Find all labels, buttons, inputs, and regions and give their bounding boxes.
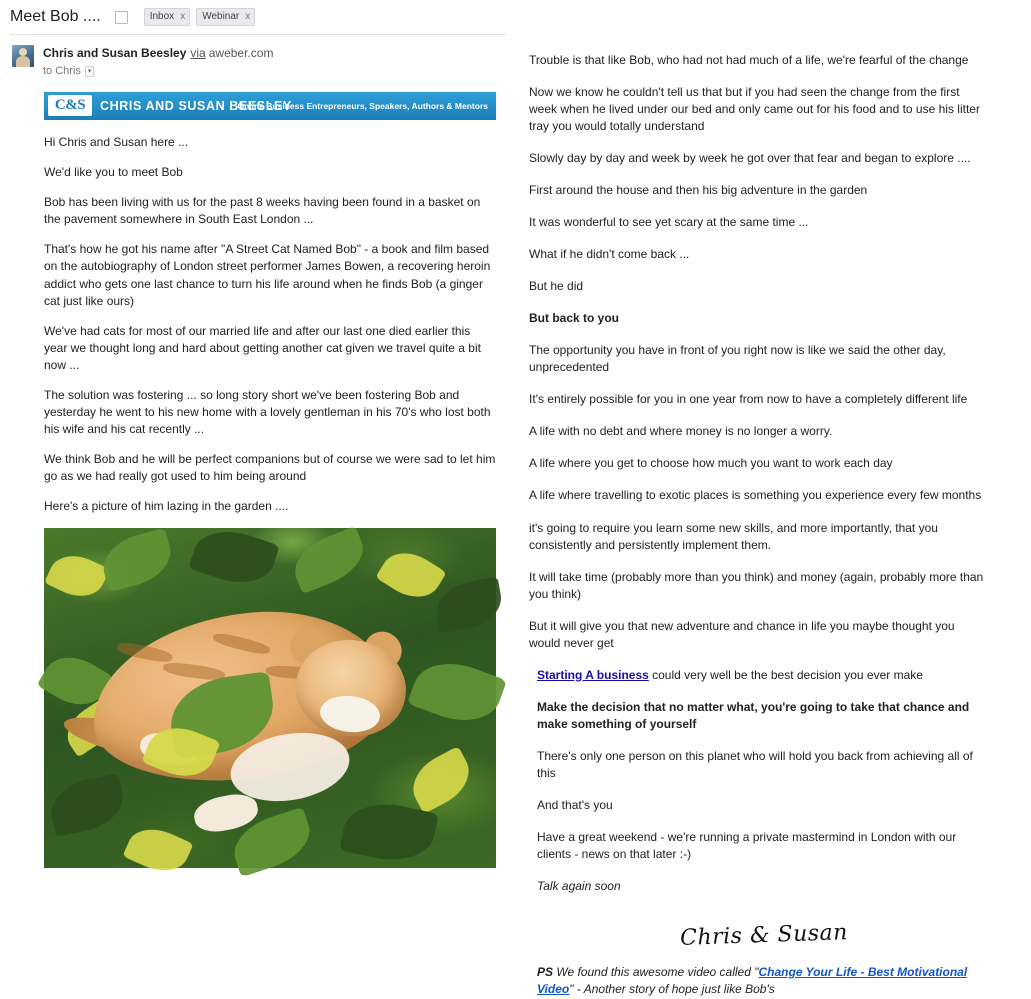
ps-after-text: " - Another story of hope just like Bob's [569,982,775,997]
brand-tagline: Online Business Entrepreneurs, Speakers, Authors & Mentors [237,101,488,112]
paragraph: The opportunity you have in front of you right now is like we said the other day, unprecedented [529,343,946,375]
subject-row [0,0,516,32]
sender-name: Chris and Susan Beesley [43,46,187,60]
paragraph: it's going to require you learn some new skills, and more importantly, that you consistently and persistently implement them. [529,520,938,552]
sender-meta [43,45,273,80]
close-icon[interactable]: x [180,11,186,22]
paragraph: We think Bob and he will be perfect companions but of course we were sad to let him go as we had really got used to him being around [44,451,496,483]
sender-domain: aweber.com [208,46,274,60]
newsletter-banner [44,92,496,120]
email-left-pane [0,0,516,779]
paragraph: What if he didn't come back ... [529,247,690,262]
paragraph: It was wonderful to see yet scary at the same time ... [529,215,809,230]
paragraph: There's only one person on this planet who will hold you back from achieving all of this [537,748,973,780]
paragraph: That's how he got his name after "A Street Cat Named Bob" - a book and film based on the autobiography of London street performer James Bowen, a recovering heroin addict who gets one last chance to turn his life around when he finds Bob (a ginger cat just like ours) [44,242,491,308]
paragraph: But it will give you that new adventure and chance in life you maybe thought you would never get [529,618,955,650]
brand-name: CHRIS AND SUSAN BEESLEY [100,99,292,114]
bold-callout: Make the decision that no matter what, you're going to take that chance and make something of yourself [537,699,970,731]
paragraph: But he did [529,279,584,294]
paragraph: We've had cats for most of our married life and after our last one died earlier this year we thought long and hard about getting another cat given we travel quite a bit now ... [44,323,481,372]
ps-label: PS [537,964,554,979]
fur-stripe [212,631,271,657]
paragraph: A life where travelling to exotic places is something you experience every few months [529,488,982,503]
signature-image: Chris & Susan [679,920,849,951]
brand-logo: C&S [48,95,92,116]
paragraph: The solution was fostering ... so long story short we've been fostering Bob and yesterday he went to his new home with a lovely gentleman in his 70's who lost both his wife and his cat recently ... [44,387,491,436]
paragraph: Have a great weekend - we're running a private mastermind in London with our clients - news on that later :-) [537,829,957,861]
section-heading: But back to you [529,311,620,326]
paragraph: Hi Chris and Susan here ... [44,135,189,150]
paragraph: Trouble is that like Bob, who had not had much of a life, we're fearful of the change [529,53,969,67]
ps-block [529,964,997,999]
chevron-down-icon[interactable]: ▾ [85,66,95,77]
starting-a-business-link[interactable]: Starting A business [537,667,649,682]
page-title: Meet Bob .... [10,8,101,25]
cta-tail: could very well be the best decision you ever make [648,667,923,682]
sender-row [0,35,516,80]
ps-before-text: We found this awesome video called " [553,964,759,979]
sign-off: Talk again soon [537,878,621,893]
paragraph: It's entirely possible for you in one year from now to have a completely different life [529,392,968,407]
cat-photo[interactable] [44,528,496,868]
cta-line [529,667,992,684]
close-icon[interactable]: x [245,11,251,22]
paragraph: A life with no debt and where money is no longer a worry. [529,424,833,439]
paragraph: A life where you get to choose how much you want to work each day [529,456,893,471]
recipient-label: to Chris [43,65,81,78]
paragraph: Slowly day by day and week by week he got over that fear and began to explore .... [529,151,971,166]
via-label[interactable]: via [190,46,206,60]
paragraph: We'd like you to meet Bob [44,165,183,180]
label-chip-inbox[interactable] [144,8,190,26]
paragraph: Now we know he couldn't tell us that but if you had seen the change from the first week when he lived under our bed and only came out for his food and to use his litter tray you would totally understand [529,85,980,134]
sender-line [43,45,273,62]
label-chip-inbox-text: Inbox [149,11,175,22]
paragraph: It will take time (probably more than you think) and money (again, probably more than you think) [529,569,984,601]
paragraph: First around the house and then his big adventure in the garden [529,183,868,198]
avatar [12,45,34,67]
recipient-line[interactable] [43,64,273,80]
email-body-left [0,80,516,868]
motivational-video-link[interactable]: Change Your Life - Best Motivational Video [537,964,968,997]
email-right-pane [529,0,999,997]
print-icon[interactable] [115,11,128,24]
paragraph: Here's a picture of him lazing in the garden .... [44,498,289,513]
paragraph: Bob has been living with us for the past 8 weeks having been found in a basket on the pavement somewhere in South East London ... [44,195,481,227]
label-chip-webinar-text: Webinar [202,11,240,22]
label-chip-webinar[interactable] [196,8,255,26]
paragraph: And that's you [537,797,613,812]
